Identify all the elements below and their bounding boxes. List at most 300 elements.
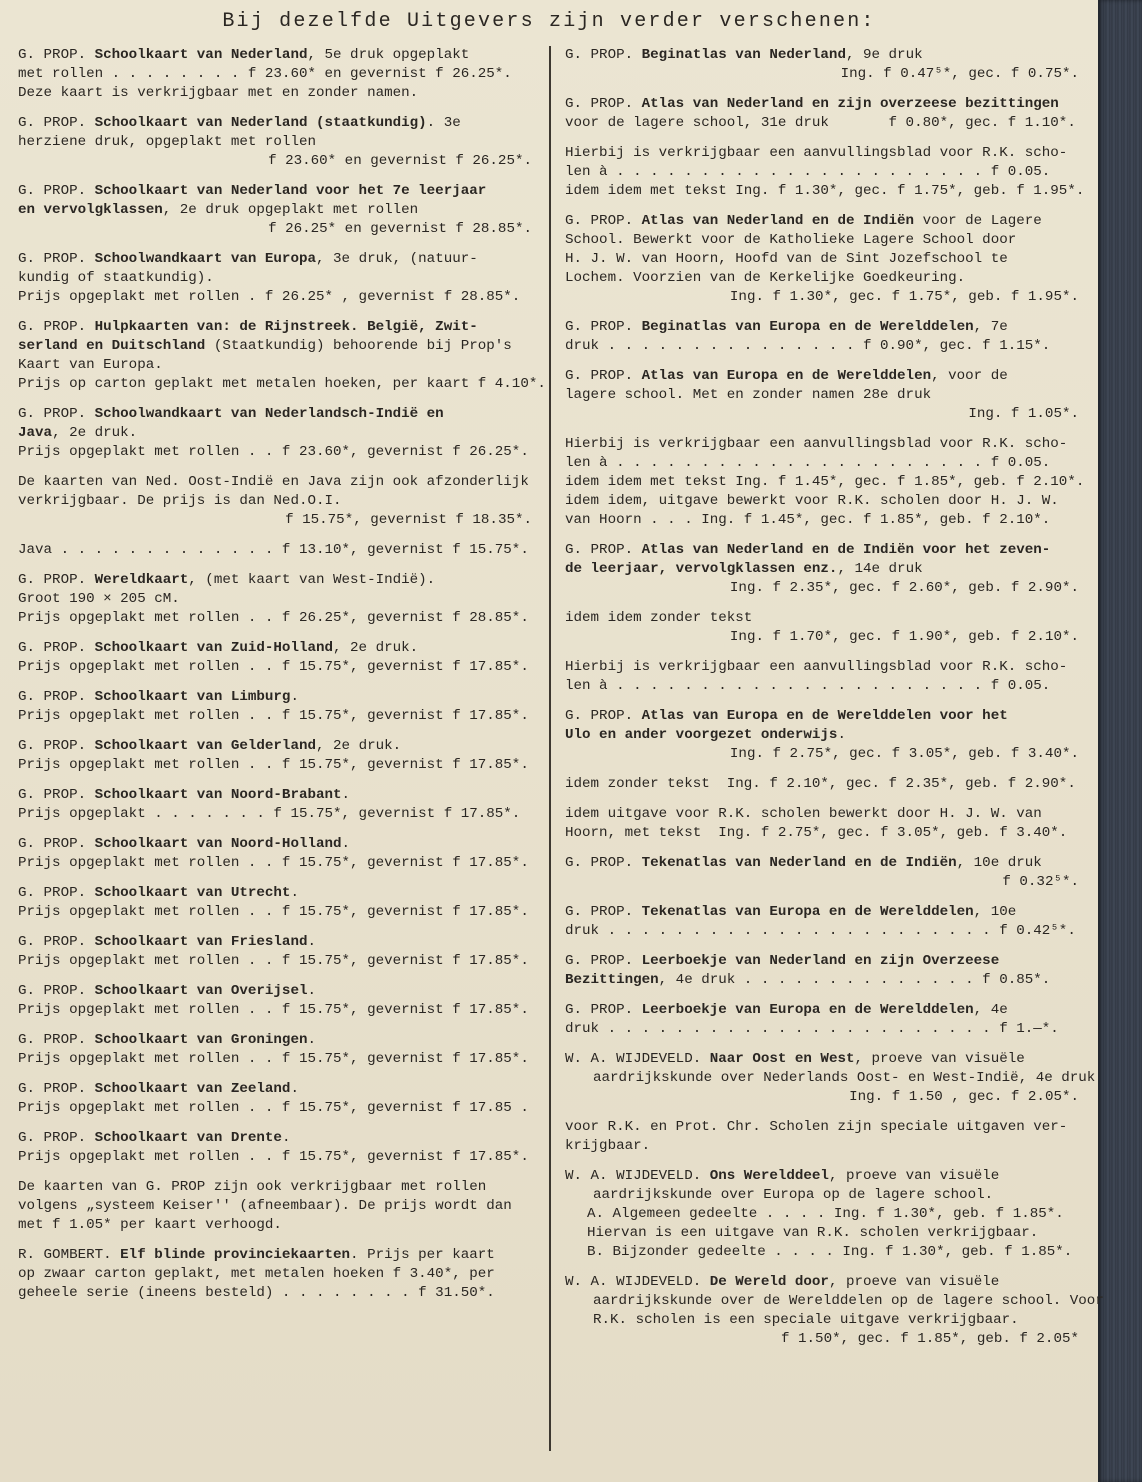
catalogue-entry: [565, 1118, 1079, 1156]
entry-line: [565, 95, 1079, 114]
entry-text: druk . . . . . . . . . . . . . . . f 0.90*, gec. f 1.15*.: [565, 338, 1051, 354]
entry-title: Elf blinde provinciekaarten: [120, 1247, 351, 1263]
entry-text: aardrijkskunde over Nederlands Oost- en West-Indië, 4e druk: [593, 1070, 1096, 1086]
entry-text: De kaarten van Ned. Oost-Indië en Java zijn ook afzonderlijk: [18, 474, 529, 490]
entry-text: , 2e druk.: [52, 425, 138, 441]
entry-title: Schoolkaart van Drente: [94, 1130, 282, 1146]
entry-line: [565, 775, 1079, 794]
catalogue-entry: [565, 1273, 1104, 1349]
entry-line: [18, 133, 532, 152]
entry-text: idem zonder tekst Ing. f 2.10*, gec. f 2.35*, geb. f 2.90*.: [565, 776, 1076, 792]
entry-text: Prijs opgeplakt met rollen . . f 15.75*, gevernist f 17.85*.: [18, 953, 529, 969]
entry-text: A. Algemeen gedeelte . . . . Ing. f 1.30*, geb. f 1.85*.: [587, 1206, 1064, 1222]
entry-title: Java: [18, 425, 53, 441]
entry-title: Schoolkaart van Gelderland: [94, 738, 316, 754]
entry-text: .: [307, 1032, 316, 1048]
entry-text: f 15.75*, gevernist f 18.35*.: [285, 512, 532, 528]
entry-text: G. PROP.: [18, 738, 95, 754]
entry-line: [18, 1001, 532, 1020]
entry-text: .: [290, 885, 299, 901]
catalogue-entry: [565, 95, 1079, 133]
entry-title: Leerboekje van Europa en de Werelddelen: [641, 1002, 974, 1018]
catalogue-entry: [18, 1246, 532, 1303]
entry-text: , 2e druk opgeplakt met rollen: [162, 202, 419, 218]
entry-text: Prijs opgeplakt met rollen . . f 15.75*, gevernist f 17.85 .: [18, 1100, 529, 1116]
entry-text: , 2e druk.: [333, 640, 419, 656]
entry-text: met rollen . . . . . . . . f 23.60* en gevernist f 26.25*.: [18, 66, 512, 82]
entry-text: , proeve van visuële: [828, 1274, 1000, 1290]
entry-line: [18, 1129, 532, 1148]
entry-text: Prijs opgeplakt met rollen . . f 15.75*, gevernist f 17.85*.: [18, 708, 529, 724]
entry-text: Hoorn, met tekst Ing. f 2.75*, gec. f 3.05*, geb. f 3.40*.: [565, 825, 1068, 841]
entry-title: Schoolkaart van Zeeland: [94, 1081, 291, 1097]
entry-line: [565, 579, 1079, 598]
entry-line: [18, 1197, 532, 1216]
entry-text: H. J. W. van Hoorn, Hoofd van de Sint Jozefschool te: [565, 251, 1008, 267]
entry-text: G. PROP.: [565, 953, 642, 969]
entry-line: [18, 756, 532, 775]
entry-title: Schoolkaart van Limburg: [94, 689, 291, 705]
catalogue-entry: [18, 571, 532, 628]
entry-text: Prijs opgeplakt met rollen . . f 26.25*, gevernist f 28.85*.: [18, 610, 529, 626]
entry-text: Ing. f 2.35*, gec. f 2.60*, geb. f 2.90*.: [729, 580, 1079, 596]
entry-text: De kaarten van G. PROP zijn ook verkrijgbaar met rollen: [18, 1179, 487, 1195]
entry-line: [18, 46, 532, 65]
catalogue-entry: [565, 367, 1079, 424]
entry-line: [565, 560, 1079, 579]
left-column: [18, 46, 546, 1314]
catalogue-entry: [565, 1001, 1079, 1039]
entry-line: [18, 375, 546, 394]
entry-title: Schoolwandkaart van Nederlandsch-Indië en: [94, 406, 444, 422]
entry-text: Kaart van Europa.: [18, 357, 163, 373]
entry-line: [565, 46, 1079, 65]
entry-line: [565, 903, 1079, 922]
entry-title: De Wereld door: [709, 1274, 829, 1290]
entry-text: G. PROP.: [565, 96, 642, 112]
entry-text: G. PROP.: [18, 1032, 95, 1048]
entry-text: . 3e: [426, 115, 461, 131]
catalogue-entry: [18, 688, 532, 726]
catalogue-entry: [18, 318, 546, 394]
entry-text: idem idem met tekst Ing. f 1.30*, gec. f 1.75*, geb. f 1.95*.: [565, 183, 1085, 199]
entry-text: len à . . . . . . . . . . . . . . . . . . . . . . f 0.05.: [565, 678, 1051, 694]
entry-line: [18, 737, 532, 756]
entry-text: B. Bijzonder gedeelte . . . . Ing. f 1.30*, geb. f 1.85*.: [587, 1244, 1073, 1260]
entry-text: Prijs opgeplakt met rollen . . f 15.75*, gevernist f 17.85*.: [18, 1149, 529, 1165]
entry-text: , 4e druk . . . . . . . . . . . . . . f 0.85*.: [658, 972, 1051, 988]
entry-line: [565, 405, 1079, 424]
entry-title: Atlas van Europa en de Werelddelen: [641, 368, 932, 384]
entry-line: [18, 114, 532, 133]
entry-line: [565, 1167, 1079, 1186]
entry-text: len à . . . . . . . . . . . . . . . . . . . . . . f 0.05.: [565, 164, 1051, 180]
catalogue-entry: [565, 658, 1079, 696]
entry-line: [565, 1292, 1104, 1311]
entry-line: [18, 688, 532, 707]
entry-line: [565, 541, 1079, 560]
book-spine: [1098, 0, 1142, 1482]
entry-text: Hiervan is een uitgave van R.K. scholen verkrijgbaar.: [587, 1225, 1039, 1241]
entry-line: [565, 231, 1079, 250]
entry-title: Hulpkaarten van: de Rijnstreek. België, Zwit-: [94, 319, 478, 335]
entry-text: van Hoorn . . . Ing. f 1.45*, gec. f 1.85*, geb. f 2.10*.: [565, 512, 1051, 528]
entry-line: [18, 571, 532, 590]
entry-text: op zwaar carton geplakt, met metalen hoeken f 3.40*, per: [18, 1266, 495, 1282]
catalogue-entry: [565, 1167, 1079, 1262]
catalogue-entry: [18, 541, 532, 560]
entry-line: [565, 337, 1079, 356]
entry-line: [565, 473, 1085, 492]
entry-text: G. PROP.: [18, 983, 95, 999]
entry-text: volgens „systeem Keiser'' (afneembaar). De prijs wordt dan: [18, 1198, 512, 1214]
entry-line: [565, 163, 1079, 182]
entry-line: [18, 639, 532, 658]
entry-line: [565, 114, 1079, 133]
entry-line: [18, 288, 532, 307]
entry-line: [18, 443, 532, 462]
entry-line: [18, 1050, 532, 1069]
entry-line: [18, 424, 532, 443]
entry-title: Atlas van Nederland en de Indiën voor het zeven-: [641, 542, 1051, 558]
entry-line: [565, 269, 1079, 288]
entry-title: serland en Duitschland: [18, 338, 206, 354]
entry-line: [18, 1148, 532, 1167]
entry-text: Groot 190 × 205 cM.: [18, 591, 180, 607]
entry-title: Leerboekje van Nederland en zijn Overzeese: [641, 953, 1000, 969]
entry-line: [565, 318, 1079, 337]
entry-text: Ing. f 1.50 , gec. f 2.05*.: [849, 1089, 1079, 1105]
catalogue-entry: [18, 114, 532, 171]
catalogue-entry: [18, 786, 532, 824]
entry-line: [565, 1137, 1079, 1156]
entry-line: [565, 454, 1079, 473]
catalogue-entry: [565, 903, 1079, 941]
entry-title: Atlas van Nederland en zijn overzeese bezittingen: [641, 96, 1059, 112]
entry-text: G. PROP.: [565, 213, 642, 229]
entry-title: Naar Oost en West: [709, 1051, 855, 1067]
entry-line: [565, 628, 1079, 647]
entry-text: druk . . . . . . . . . . . . . . . . . . . . . . . f 1.—*.: [565, 1021, 1059, 1037]
entry-text: Hierbij is verkrijgbaar een aanvullingsblad voor R.K. scho-: [565, 436, 1068, 452]
entry-text: G. PROP.: [18, 251, 95, 267]
entry-line: [565, 873, 1079, 892]
entry-text: Ing. f 2.75*, gec. f 3.05*, geb. f 3.40*.: [729, 746, 1079, 762]
entry-text: G. PROP.: [565, 708, 642, 724]
entry-text: Lochem. Voorzien van de Kerkelijke Goedkeuring.: [565, 270, 966, 286]
entry-text: Hierbij is verkrijgbaar een aanvullingsblad voor R.K. scho-: [565, 659, 1068, 675]
entry-line: [18, 952, 532, 971]
catalogue-entry: [18, 1129, 532, 1167]
entry-line: [18, 318, 532, 337]
entry-text: G. PROP.: [18, 406, 95, 422]
entry-text: idem uitgave voor R.K. scholen bewerkt door H. J. W. van: [565, 806, 1042, 822]
entry-text: Prijs opgeplakt met rollen . . f 15.75*, gevernist f 17.85*.: [18, 1051, 529, 1067]
entry-line: [565, 212, 1079, 231]
entry-text: G. PROP.: [18, 572, 95, 588]
entry-line: [565, 707, 1079, 726]
entry-line: [565, 65, 1079, 84]
entry-text: idem idem zonder tekst: [565, 610, 753, 626]
catalogue-entry: [565, 212, 1079, 307]
entry-text: Prijs opgeplakt met rollen . . f 15.75*, gevernist f 17.85*.: [18, 1002, 529, 1018]
catalogue-entry: [18, 182, 532, 239]
entry-line: [565, 805, 1079, 824]
entry-line: [18, 337, 532, 356]
entry-line: [18, 658, 532, 677]
entry-line: [18, 1216, 532, 1235]
entry-line: [18, 473, 532, 492]
entry-text: G. PROP.: [565, 368, 642, 384]
catalogue-entry: [18, 884, 532, 922]
entry-line: [18, 609, 532, 628]
entry-title: Schoolkaart van Nederland: [94, 47, 308, 63]
entry-text: , proeve van visuële: [828, 1168, 1000, 1184]
entry-line: [18, 590, 532, 609]
entry-text: f 23.60* en gevernist f 26.25*.: [268, 153, 532, 169]
entry-text: , 14e druk: [837, 561, 923, 577]
entry-title: Bezittingen: [565, 972, 659, 988]
catalogue-entry: [565, 854, 1079, 892]
entry-line: [18, 1099, 532, 1118]
entry-text: G. PROP.: [18, 115, 95, 131]
entry-line: [565, 824, 1079, 843]
entry-text: Prijs op carton geplakt met metalen hoeken, per kaart f 4.10*.: [18, 376, 546, 392]
entry-title: Beginatlas van Nederland: [641, 47, 846, 63]
entry-title: Tekenatlas van Europa en de Werelddelen: [641, 904, 974, 920]
entry-line: [18, 511, 532, 530]
entry-line: [18, 786, 532, 805]
catalogue-entry: [565, 435, 1085, 530]
entry-text: G. PROP.: [18, 885, 95, 901]
entry-line: [565, 971, 1079, 990]
entry-title: Schoolkaart van Nederland (staatkundig): [94, 115, 427, 131]
entry-text: Ing. f 1.05*.: [968, 406, 1079, 422]
entry-title: Schoolkaart van Noord-Brabant: [94, 787, 342, 803]
entry-text: Prijs opgeplakt met rollen . . f 15.75*, gevernist f 17.85*.: [18, 904, 529, 920]
entry-line: [18, 250, 532, 269]
entry-line: [565, 658, 1079, 677]
entry-text: , 10e: [973, 904, 1017, 920]
entry-text: , 9e druk: [845, 47, 923, 63]
entry-title: Beginatlas van Europa en de Werelddelen: [641, 319, 974, 335]
entry-text: , 7e: [973, 319, 1008, 335]
entry-title: Ons Werelddeel: [709, 1168, 829, 1184]
entry-text: G. PROP.: [18, 183, 95, 199]
entry-title: Atlas van Nederland en de Indiën: [641, 213, 915, 229]
entry-text: voor R.K. en Prot. Chr. Scholen zijn speciale uitgaven ver-: [565, 1119, 1068, 1135]
catalogue-entry: [18, 1080, 532, 1118]
entry-text: .: [307, 983, 316, 999]
entry-line: [18, 65, 532, 84]
entry-text: f 26.25* en gevernist f 28.85*.: [268, 221, 532, 237]
entry-line: [565, 1273, 1079, 1292]
catalogue-entry: [18, 737, 532, 775]
entry-text: School. Bewerkt voor de Katholieke Lagere School door: [565, 232, 1017, 248]
entry-line: [565, 144, 1079, 163]
entry-line: [18, 269, 532, 288]
entry-line: [18, 541, 532, 560]
entry-line: [18, 707, 532, 726]
entry-title: Tekenatlas van Nederland en de Indiën: [641, 855, 957, 871]
entry-text: .: [290, 1081, 299, 1097]
catalogue-entry: [565, 144, 1085, 201]
entry-text: druk . . . . . . . . . . . . . . . . . . . . . . . f 0.42⁵*.: [565, 923, 1076, 939]
entry-text: Prijs opgeplakt met rollen . . f 23.60*, gevernist f 26.25*.: [18, 444, 529, 460]
entry-title: Schoolkaart van Nederland voor het 7e leerjaar: [94, 183, 487, 199]
entry-line: [18, 356, 532, 375]
entry-text: , proeve van visuële: [854, 1051, 1025, 1067]
entry-line: [565, 386, 1079, 405]
catalogue-entry: [18, 933, 532, 971]
catalogue-entry: [18, 1031, 532, 1069]
right-column: [565, 46, 1104, 1360]
entry-line: [565, 609, 1079, 628]
catalogue-entry: [18, 405, 532, 462]
catalogue-entry: [565, 805, 1079, 843]
entry-text: R.K. scholen is een speciale uitgave verkrijgbaar.: [593, 1312, 1019, 1328]
column-divider: [549, 46, 551, 1451]
entry-line: [565, 726, 1079, 745]
entry-line: [18, 405, 532, 424]
catalogue-entry: [18, 46, 532, 103]
catalogue-entry: [18, 250, 532, 307]
entry-line: [565, 288, 1079, 307]
entry-line: [565, 1243, 1079, 1262]
entry-text: G. PROP.: [18, 787, 95, 803]
entry-text: , (met kaart van West-Indië).: [188, 572, 436, 588]
catalogue-entry: [18, 835, 532, 873]
entry-text: G. PROP.: [18, 319, 95, 335]
entry-text: krijgbaar.: [565, 1138, 651, 1154]
entry-text: len à . . . . . . . . . . . . . . . . . . . . . . f 0.05.: [565, 455, 1051, 471]
entry-title: Atlas van Europa en de Werelddelen voor het: [641, 708, 1008, 724]
entry-text: G. PROP.: [18, 1081, 95, 1097]
entry-text: , voor de: [931, 368, 1008, 384]
entry-line: [18, 835, 532, 854]
entry-line: [565, 745, 1079, 764]
entry-text: G. PROP.: [565, 1002, 642, 1018]
entry-line: [565, 677, 1079, 696]
entry-line: [18, 1080, 532, 1099]
entry-title: Ulo en ander voorgezet onderwijs: [565, 727, 838, 743]
entry-line: [565, 511, 1079, 530]
catalogue-entry: [565, 707, 1079, 764]
entry-text: Ing. f 1.30*, gec. f 1.75*, geb. f 1.95*.: [729, 289, 1079, 305]
entry-title: de leerjaar, vervolgklassen enz.: [565, 561, 838, 577]
entry-line: [18, 1284, 532, 1303]
entry-line: [565, 1069, 1096, 1088]
entry-line: [18, 1178, 532, 1197]
catalogue-entry: [565, 46, 1079, 84]
entry-title: Schoolkaart van Utrecht: [94, 885, 291, 901]
entry-text: G. PROP.: [18, 689, 95, 705]
entry-line: [18, 933, 532, 952]
entry-line: [565, 854, 1079, 873]
entry-line: [565, 1088, 1079, 1107]
catalogue-entry: [565, 541, 1079, 598]
entry-text: Prijs opgeplakt met rollen . . f 15.75*, gevernist f 17.85*.: [18, 757, 529, 773]
entry-text: G. PROP.: [565, 904, 642, 920]
entry-text: aardrijkskunde over Europa op de lagere school.: [593, 1187, 994, 1203]
entry-text: , 4e: [973, 1002, 1008, 1018]
entry-title: Wereldkaart: [94, 572, 189, 588]
entry-text: G. PROP.: [18, 836, 95, 852]
entry-text: G. PROP.: [18, 934, 95, 950]
entry-line: [18, 854, 532, 873]
entry-text: G. PROP.: [565, 319, 642, 335]
entry-text: aardrijkskunde over de Werelddelen op de lagere school. Voor: [593, 1293, 1104, 1309]
entry-text: Prijs opgeplakt met rollen . . f 15.75*, gevernist f 17.85*.: [18, 855, 529, 871]
entry-text: Deze kaart is verkrijgbaar met en zonder namen.: [18, 85, 419, 101]
entry-line: [18, 201, 532, 220]
entry-line: [565, 1311, 1079, 1330]
entry-text: .: [290, 689, 299, 705]
catalogue-entry: [565, 609, 1079, 647]
catalogue-entry: [18, 1178, 532, 1235]
entry-text: W. A. WIJDEVELD.: [565, 1168, 710, 1184]
entry-line: [565, 1118, 1079, 1137]
entry-text: R. GOMBERT.: [18, 1247, 121, 1263]
entry-line: [565, 182, 1085, 201]
entry-line: [565, 922, 1079, 941]
entry-title: Schoolkaart van Friesland: [94, 934, 308, 950]
entry-text: G. PROP.: [565, 855, 642, 871]
entry-text: G. PROP.: [565, 47, 642, 63]
entry-line: [565, 952, 1079, 971]
entry-text: voor de Lagere: [914, 213, 1042, 229]
catalogue-entry: [565, 952, 1079, 990]
entry-line: [565, 250, 1079, 269]
entry-line: [18, 982, 532, 1001]
entry-line: [18, 1246, 532, 1265]
entry-text: , 2e druk.: [316, 738, 402, 754]
entry-line: [565, 1205, 1079, 1224]
entry-line: [18, 84, 532, 103]
entry-title: Schoolwandkaart van Europa: [94, 251, 316, 267]
entry-line: [18, 805, 532, 824]
entry-title: Schoolkaart van Zuid-Holland: [94, 640, 334, 656]
entry-text: Prijs opgeplakt . . . . . . . f 15.75*, gevernist f 17.85*.: [18, 806, 521, 822]
entry-text: idem idem, uitgave bewerkt voor R.K. scholen door H. J. W.: [565, 493, 1059, 509]
entry-text: Ing. f 1.70*, gec. f 1.90*, geb. f 2.10*.: [729, 629, 1079, 645]
entry-text: Ing. f 0.47⁵*, gec. f 0.75*.: [840, 66, 1079, 82]
entry-line: [18, 1265, 532, 1284]
entry-line: [18, 884, 532, 903]
entry-text: voor de lagere school, 31e druk f 0.80*, gec. f 1.10*.: [565, 115, 1076, 131]
entry-title: Schoolkaart van Noord-Holland: [94, 836, 342, 852]
page-heading: Bij dezelfde Uitgevers zijn verder verschenen:: [222, 10, 876, 33]
catalogue-entry: [565, 775, 1079, 794]
entry-line: [565, 492, 1079, 511]
entry-text: G. PROP.: [18, 640, 95, 656]
entry-text: Java . . . . . . . . . . . . . f 13.10*, gevernist f 15.75*.: [18, 542, 529, 558]
entry-text: idem idem met tekst Ing. f 1.45*, gec. f 1.85*, geb. f 2.10*.: [565, 474, 1085, 490]
entry-line: [565, 1330, 1079, 1349]
entry-text: .: [281, 1130, 291, 1146]
catalogue-entry: [18, 639, 532, 677]
entry-text: geheele serie (ineens besteld) . . . . . . . . f 31.50*.: [18, 1285, 495, 1301]
entry-line: [18, 903, 532, 922]
entry-text: (Staatkundig) behoorende bij Prop's: [205, 338, 512, 354]
entry-text: f 1.50*, gec. f 1.85*, geb. f 2.05*: [781, 1331, 1079, 1347]
entry-text: .: [341, 787, 351, 803]
catalogue-entry: [565, 1050, 1096, 1107]
entry-text: G. PROP.: [18, 47, 95, 63]
entry-line: [18, 152, 532, 171]
entry-line: [565, 1020, 1079, 1039]
entry-text: , 5e druk opgeplakt: [307, 47, 470, 63]
